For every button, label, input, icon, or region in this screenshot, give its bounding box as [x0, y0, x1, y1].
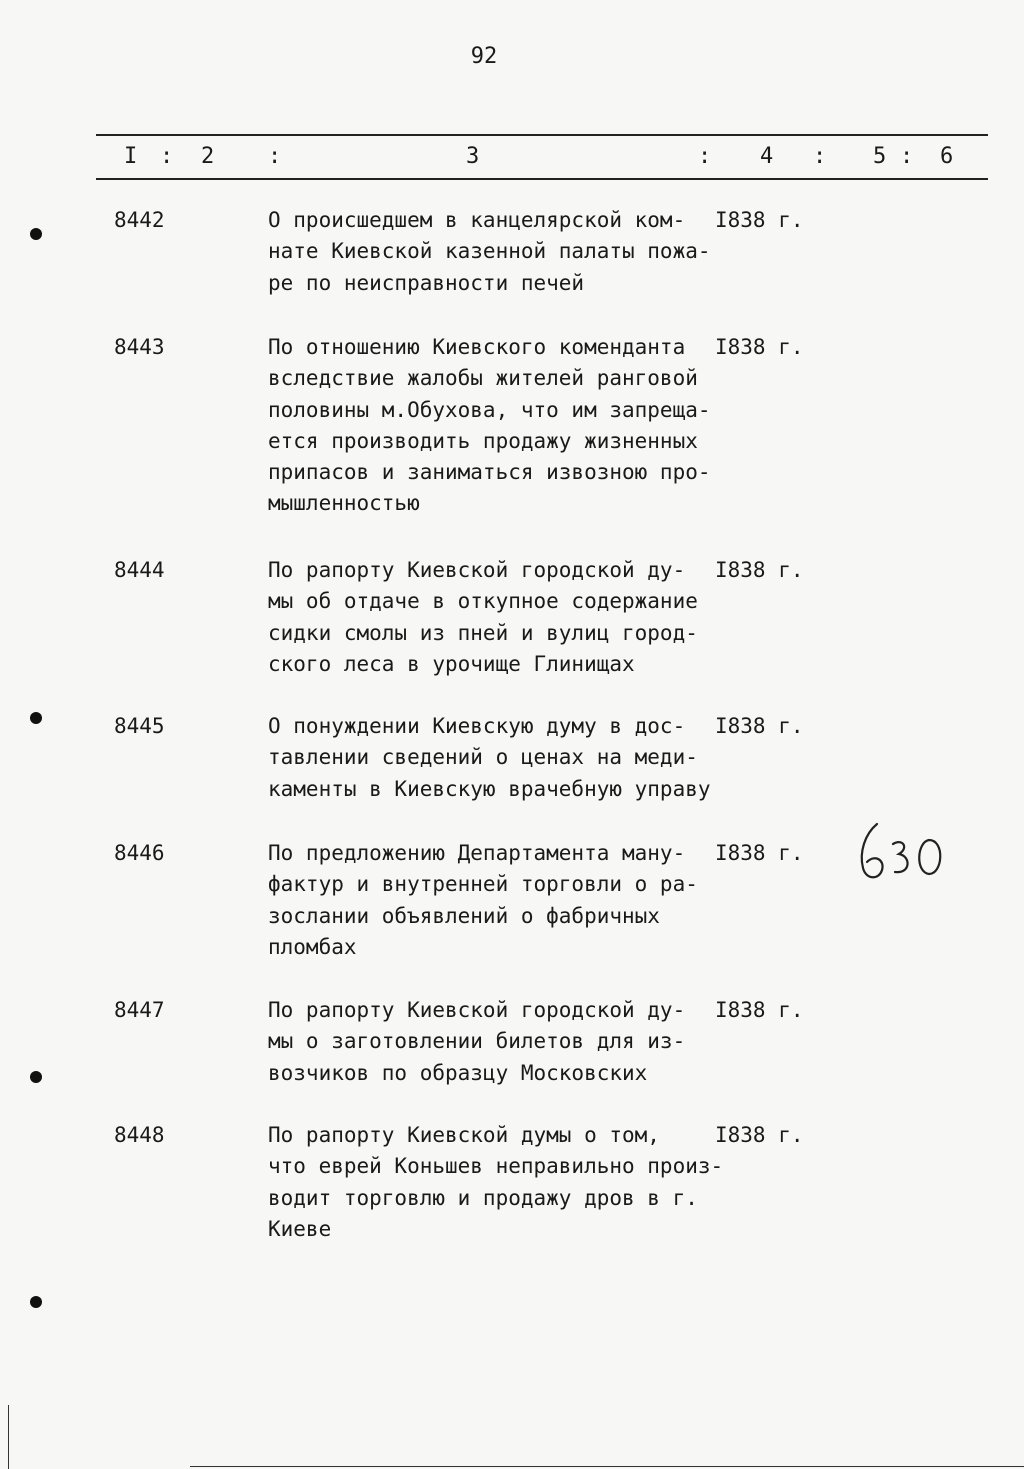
column-header-4: 4 — [760, 144, 774, 169]
record-title: По рапорту Киевской городской ду- мы об отдаче в откупное содержание сидки смолы из пней и вулиц город- ского леса в урочище Глинищах — [268, 558, 698, 676]
record-number: 8447 — [114, 998, 165, 1022]
record-date: I838 г. — [715, 998, 804, 1022]
column-header-2: 2 — [201, 144, 215, 169]
column-separator: : — [268, 144, 282, 169]
record-date: I838 г. — [715, 841, 804, 865]
record-number: 8442 — [114, 208, 165, 232]
record-number: 8444 — [114, 558, 165, 582]
record-number: 8445 — [114, 714, 165, 738]
record-title: По предложению Департамента ману- фактур и внутренней торговли о ра- зослании объявлений о фабричных пломбах — [268, 841, 698, 959]
column-separator: : — [160, 144, 174, 169]
record-title: По отношению Киевского коменданта вследствие жалобы жителей ранговой половины м.Обухова, что им запреща- ется производить продажу жизненных припасов и заниматься извозною про- мышленностью — [268, 335, 711, 516]
record-date: I838 г. — [715, 714, 804, 738]
punch-hole — [30, 1296, 42, 1308]
column-header-6: 6 — [940, 144, 954, 169]
record-date: I838 г. — [715, 1123, 804, 1147]
record-title: О понуждении Киевскую думу в дос- тавлении сведений о ценах на меди- каменты в Киевскую врачебную управу — [268, 714, 711, 801]
record-title: По рапорту Киевской думы о том, что еврей Коньшев неправильно произ- водит торговлю и продажу дров в г. Киеве — [268, 1123, 724, 1241]
record-date: I838 г. — [715, 208, 804, 232]
handwritten-note — [855, 818, 955, 888]
punch-hole — [30, 228, 42, 240]
record-number: 8448 — [114, 1123, 165, 1147]
record-number: 8446 — [114, 841, 165, 865]
record-title: По рапорту Киевской городской ду- мы о заготовлении билетов для из- возчиков по образцу Московских — [268, 998, 686, 1085]
record-title: О происшедшем в канцелярской ком- нате Киевской казенной палаты пожа- ре по неисправности печей — [268, 208, 711, 295]
column-header-3: 3 — [466, 144, 480, 169]
table-header-bottom-rule — [96, 178, 988, 180]
page-edge-line — [190, 1466, 1024, 1467]
punch-hole — [30, 1071, 42, 1083]
page-edge-line — [8, 1405, 9, 1469]
table-header-top-rule — [96, 134, 988, 136]
column-separator: : — [698, 144, 712, 169]
record-date: I838 г. — [715, 558, 804, 582]
column-separator: : — [900, 144, 914, 169]
punch-hole — [30, 712, 42, 724]
record-number: 8443 — [114, 335, 165, 359]
column-header-1: I — [124, 144, 138, 169]
column-header-5: 5 — [873, 144, 887, 169]
record-date: I838 г. — [715, 335, 804, 359]
page-number: 92 — [470, 44, 498, 69]
column-separator: : — [813, 144, 827, 169]
